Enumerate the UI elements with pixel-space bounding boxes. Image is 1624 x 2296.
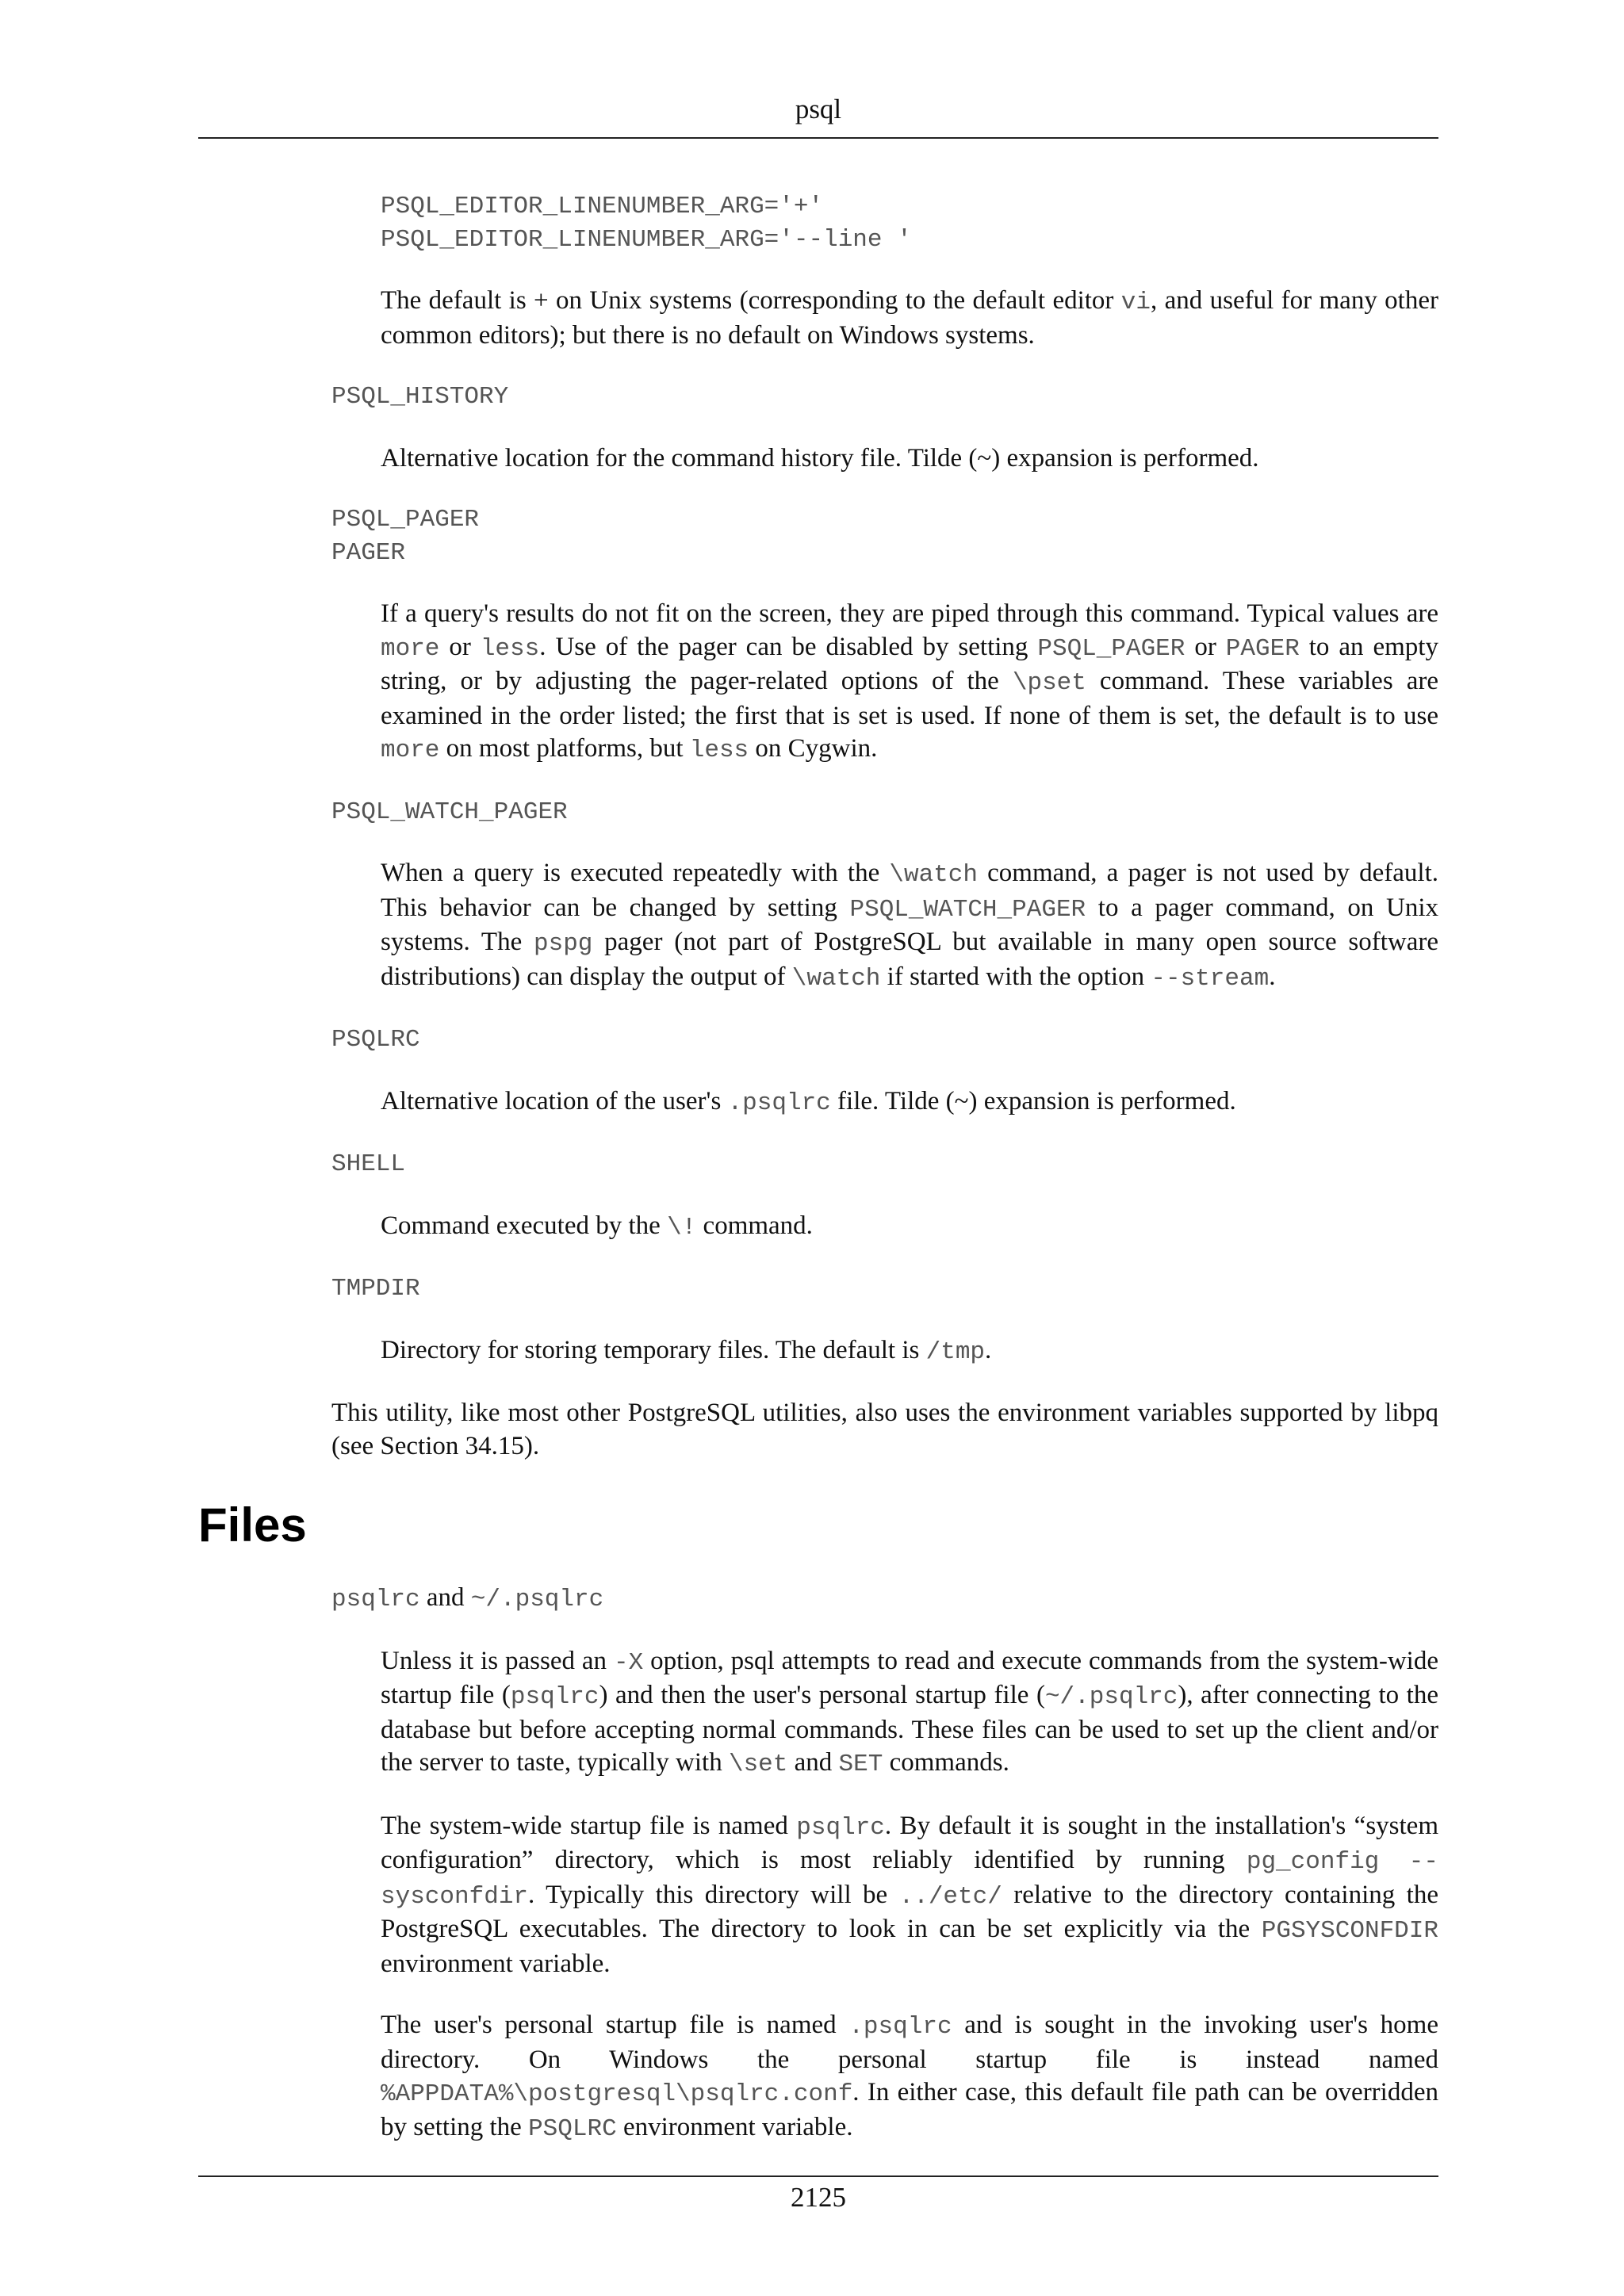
term-tmpdir: TMPDIR [331,1275,420,1303]
term-psql-pager: PSQL_PAGER [331,506,480,534]
tmpdir-description: Directory for storing temporary files. The default is /tmp. [381,1335,992,1366]
code-line: PSQL_EDITOR_LINENUMBER_ARG='--line ' [381,225,912,254]
term-psqlrc: PSQLRC [331,1026,420,1054]
files-paragraph-1: Unless it is passed an -X option, psql attempts to read and execute commands from the system-wide startup file (psqlrc) and then the user's personal startup file (~/.psqlrc), after connecting to the database but before accepting normal commands. These files can be used to set up the client and/or the server to taste, typically with \set and SET commands. [381,1646,1439,1778]
page-number: 2125 [791,2182,846,2213]
header-rule [198,137,1438,139]
page-content [198,190,1438,2145]
psql-watch-pager-description: When a query is executed repeatedly with the \watch command, a pager is not used by default. This behavior can be changed by setting PSQL_WATCH_PAGER to a pager command, on Unix systems. The pspg pager (not part of PostgreSQL but available in many open source software distributions) can display the output of \watch if started with the option --stream. [381,859,1438,993]
psql-history-description: Alternative location for the command history file. Tilde (~) expansion is performed. [381,443,1259,473]
code-example [381,190,1438,256]
files-paragraph-2: The system-wide startup file is named psqlrc. By default it is sought in the installation's “system configuration” directory, which is most reliably identified by running pg_config --sysconfdir. Typically this directory will be ../etc/ relative to the directory containing the PostgreSQL executables. The directory to look in can be set explicitly via the PGSYSCONFDIR environment variable. [381,1811,1438,1978]
term-psql-history: PSQL_HISTORY [331,383,509,411]
files-heading: Files [198,1498,307,1552]
shell-description: Command executed by the \! command. [381,1211,813,1242]
files-paragraph-3: The user's personal startup file is named .psqlrc and is sought in the invoking user's home directory. On Windows the personal startup file is instead named %APPDATA%\postgresql\psqlrc.conf. In either case, this default file path can be overridden by setting the PSQLRC environment variable. [381,2011,1438,2143]
editor-arg-description: The default is + on Unix systems (corresponding to the default editor vi, and useful for many other common editors); but there is no default on Windows systems. [381,286,1438,350]
psqlrc-description: Alternative location of the user's .psqlrc file. Tilde (~) expansion is performed. [381,1086,1236,1117]
code-line: PSQL_EDITOR_LINENUMBER_ARG='+' [381,193,824,220]
psql-pager-description: If a query's results do not fit on the screen, they are piped through this command. Typical values are more or less. Use of the pager can be disabled by setting PSQL_PAGER or PAGER to an empty string, or by adjusting the pager-related options of the \pset command. These variables are examined in the order listed; the first that is set is used. If none of them is set, the default is to use more on most platforms, but less on Cygwin. [381,599,1438,764]
term-pager: PAGER [331,538,406,567]
running-header: psql [795,94,842,124]
term-psqlrc-files: psqlrc and ~/.psqlrc [331,1583,604,1613]
term-psql-watch-pager: PSQL_WATCH_PAGER [331,798,568,826]
term-shell: SHELL [331,1150,406,1178]
environment-summary: This utility, like most other PostgreSQL utilities, also uses the environment variables supported by libpq (see Section 34.15). [331,1399,1438,1460]
footer-rule [198,2175,1438,2177]
